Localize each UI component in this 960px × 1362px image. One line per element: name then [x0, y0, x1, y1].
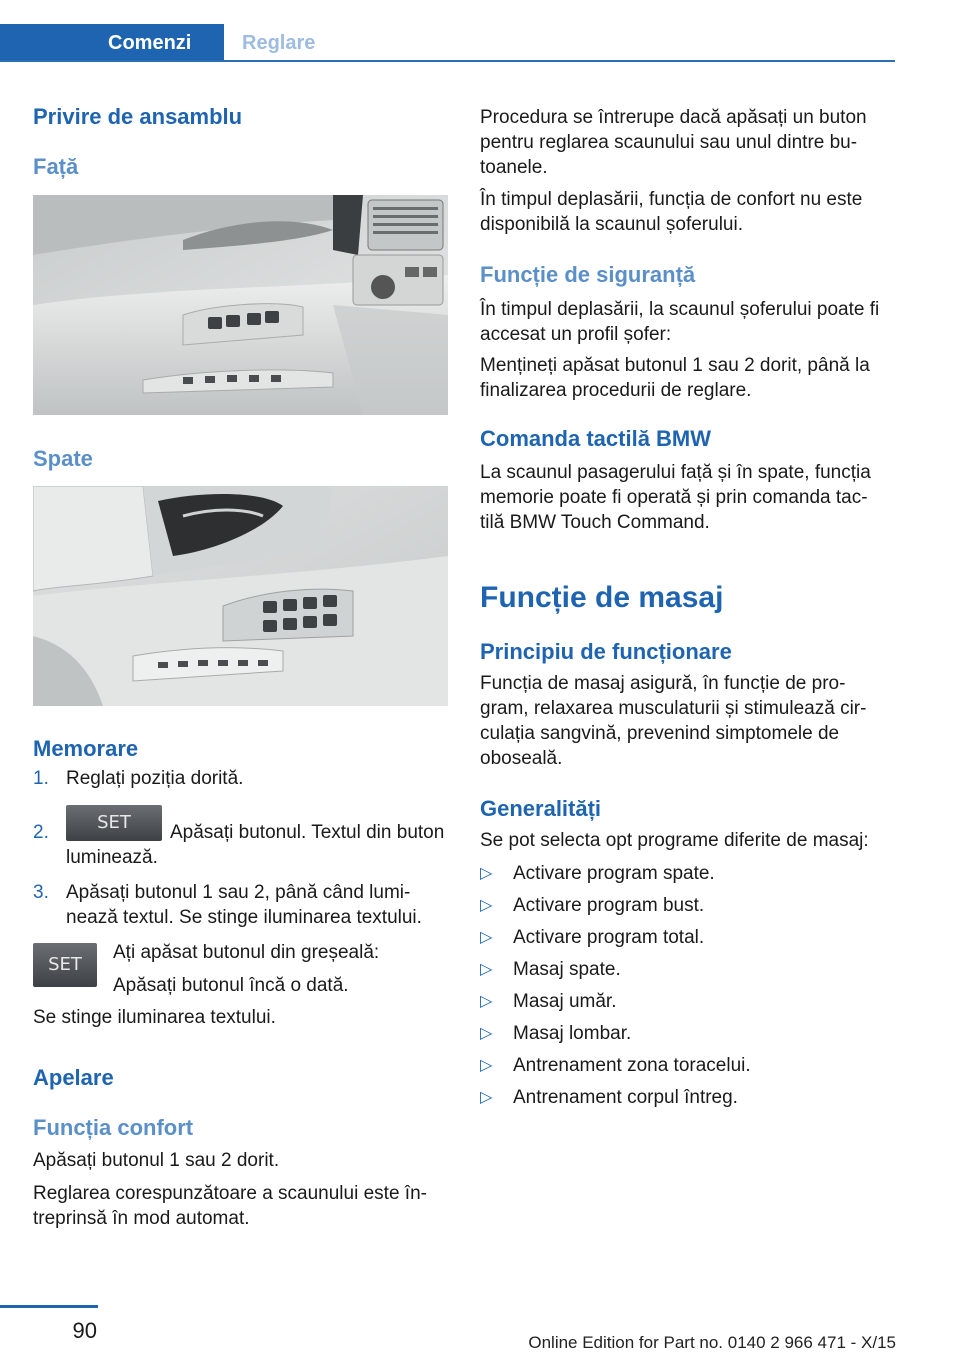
bullet-triangle-icon: ▷: [480, 1057, 493, 1074]
comfort-text: Apăsați butonul 1 sau 2 dorit.: [33, 1150, 280, 1171]
bullet-triangle-icon: ▷: [480, 929, 493, 946]
massage-program-text: Antrenament zona toracelui.: [513, 1055, 751, 1076]
travel-text: disponibilă la scaunul șoferului.: [480, 214, 743, 235]
list-item: [480, 925, 900, 950]
principle-heading: Principiu de funcționare: [480, 639, 732, 664]
safety-text: accesat un profil șofer:: [480, 324, 672, 345]
set-button-icon: SET: [33, 943, 97, 987]
mistake-instruction: Apăsați butonul încă o dată.: [113, 975, 349, 996]
safety-heading: Funcție de siguranță: [480, 262, 696, 287]
list-item: [480, 1053, 900, 1078]
edition-text: Online Edition for Part no. 0140 2 966 471 - X/15: [528, 1333, 896, 1352]
recall-heading: Apelare: [33, 1065, 114, 1090]
principle-text: gram, relaxarea musculaturii și stimulează cir-: [480, 698, 867, 719]
interrupt-text: Procedura se întrerupe dacă apăsați un buton: [480, 107, 867, 128]
list-item: [480, 861, 900, 886]
mistake-text: Ați apăsat butonul din greșeală:: [113, 942, 380, 963]
bullet-triangle-icon: ▷: [480, 993, 493, 1010]
travel-text: În timpul deplasării, funcția de confort nu este: [480, 189, 863, 210]
front-heading: Față: [33, 154, 79, 179]
light-off-text: Se stinge iluminarea textului.: [33, 1007, 276, 1028]
massage-program-text: Masaj umăr.: [513, 991, 617, 1012]
general-text: Se pot selecta opt programe diferite de masaj:: [480, 830, 869, 851]
step-number: 3.: [33, 882, 49, 903]
safety-text: finalizarea procedurii de reglare.: [480, 380, 752, 401]
list-item: [33, 766, 453, 791]
comfort-text: Reglarea corespunzătoare a scaunului este în-: [33, 1183, 427, 1204]
page-number: 90: [72, 1318, 97, 1343]
tab-reglare[interactable]: Reglare: [242, 32, 316, 54]
bullet-triangle-icon: ▷: [480, 897, 493, 914]
step-number: 1.: [33, 768, 49, 789]
interrupt-text: toanele.: [480, 157, 548, 178]
comfort-text: treprinsă în mod automat.: [33, 1208, 250, 1229]
front-door-panel-image: [33, 195, 448, 415]
bullet-triangle-icon: ▷: [480, 1089, 493, 1106]
rear-heading: Spate: [33, 446, 93, 471]
principle-text: oboseală.: [480, 748, 563, 769]
bullet-triangle-icon: ▷: [480, 1025, 493, 1042]
rear-door-panel-image: [33, 486, 448, 706]
list-item: [33, 880, 453, 930]
step-text: Apăsați butonul 1 sau 2, până când lumi-: [66, 882, 411, 903]
step-text: nează textul. Se stinge iluminarea textului.: [66, 907, 422, 928]
massage-program-text: Masaj lombar.: [513, 1023, 632, 1044]
principle-text: Funcția de masaj asigură, în funcție de pro-: [480, 673, 846, 694]
step-text: Reglați poziția dorită.: [66, 768, 244, 789]
safety-text: În timpul deplasării, la scaunul șoferului poate fi: [480, 299, 880, 320]
list-item: [33, 805, 453, 868]
principle-text: culația sangvină, prevenind simptomele de: [480, 723, 840, 744]
list-item: [480, 957, 900, 982]
step-text: luminează.: [66, 847, 158, 868]
footer-rule: [0, 1305, 98, 1308]
bullet-triangle-icon: ▷: [480, 961, 493, 978]
touch-command-heading: Comanda tactilă BMW: [480, 426, 712, 451]
step-text: Apăsați butonul. Textul din buton: [170, 822, 445, 843]
massage-program-text: Activare program spate.: [513, 863, 715, 884]
comfort-heading: Funcția confort: [33, 1115, 194, 1140]
massage-program-text: Antrenament corpul întreg.: [513, 1087, 738, 1108]
massage-heading: Funcție de masaj: [480, 581, 724, 614]
massage-program-text: Masaj spate.: [513, 959, 621, 980]
general-heading: Generalități: [480, 796, 602, 821]
list-item: [480, 893, 900, 918]
bullet-triangle-icon: ▷: [480, 865, 493, 882]
step-number: 2.: [33, 822, 49, 843]
list-item: [480, 989, 900, 1014]
section-tab-bar: [0, 24, 895, 62]
massage-program-text: Activare program bust.: [513, 895, 705, 916]
touch-command-text: La scaunul pasagerului față și în spate, funcția: [480, 462, 871, 483]
list-item: [480, 1085, 900, 1110]
touch-command-text: memorie poate fi operată și prin comanda tac-: [480, 487, 868, 508]
set-button-icon: SET: [66, 805, 162, 841]
tab-comenzi[interactable]: Comenzi: [0, 24, 224, 60]
massage-program-text: Activare program total.: [513, 927, 705, 948]
interrupt-text: pentru reglarea scaunului sau unul dintre bu-: [480, 132, 858, 153]
overview-heading: Privire de ansamblu: [33, 104, 243, 129]
memory-heading: Memorare: [33, 736, 139, 761]
touch-command-text: tilă BMW Touch Command.: [480, 512, 710, 533]
safety-text: Mențineți apăsat butonul 1 sau 2 dorit, până la: [480, 355, 870, 376]
list-item: [480, 1021, 900, 1046]
